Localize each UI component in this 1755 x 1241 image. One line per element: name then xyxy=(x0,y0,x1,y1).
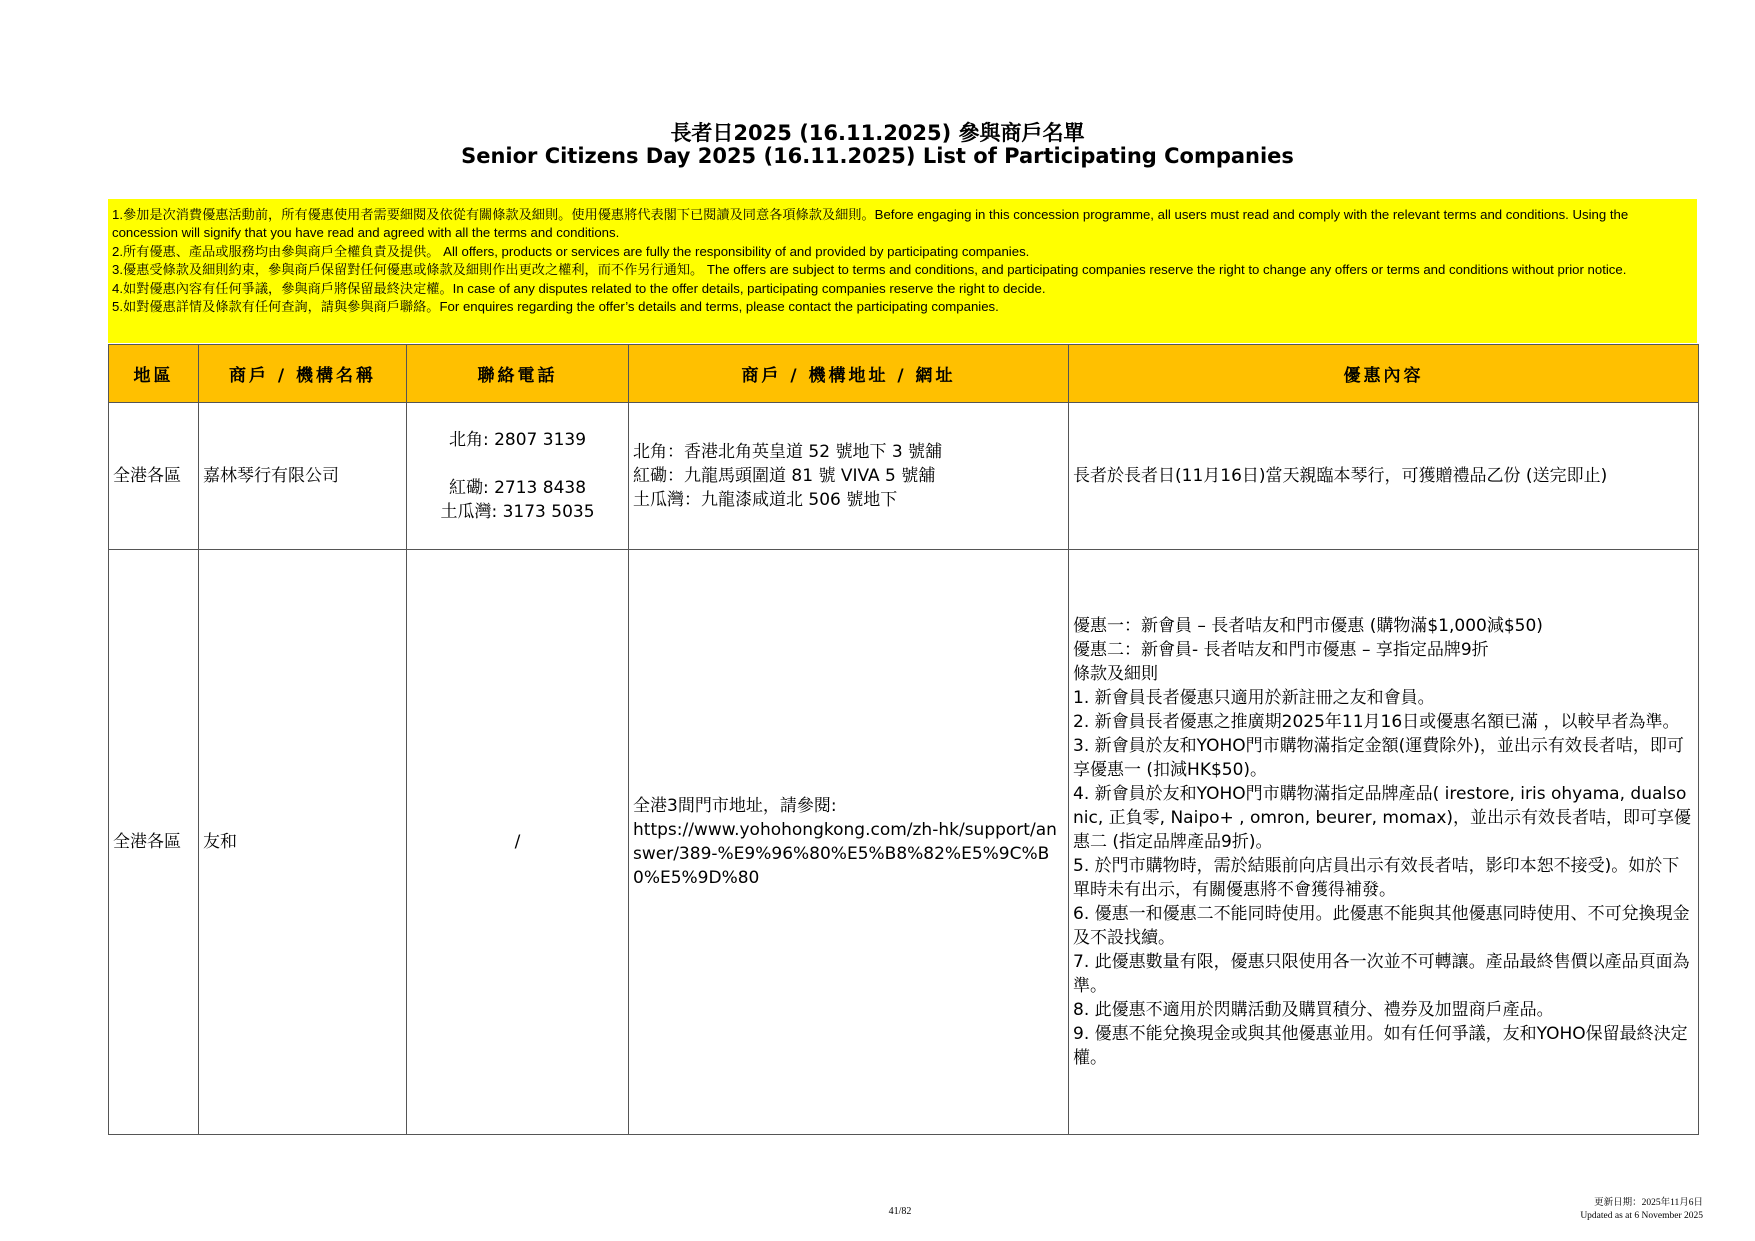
cell-offer xyxy=(1069,550,1699,1135)
address-line: 北角：香港北角英皇道 52 號地下 3 號舖 xyxy=(633,442,943,462)
offer-line: 優惠一：新會員 – 長者咭友和門市優惠 (購物滿$1,000減$50) xyxy=(1073,616,1543,636)
table-header-row xyxy=(109,345,1699,403)
offer-line: 條款及細則 xyxy=(1073,664,1158,684)
updated-date-zh: 更新日期：2025年11月6日 xyxy=(1594,1198,1703,1208)
table-row xyxy=(109,403,1699,550)
offer-line: 9. 優惠不能兌換現金或與其他優惠並用。如有任何爭議，友和YOHO保留最終決定權。 xyxy=(1073,1024,1688,1068)
phone-number: 紅磡: 2713 8438 xyxy=(448,478,587,498)
cell-company-name: 友和 xyxy=(199,550,407,1135)
offer-line: 8. 此優惠不適用於閃購活動及購買積分、禮券及加盟商戶產品。 xyxy=(1073,1000,1554,1020)
offer-line: 5. 於門市購物時，需於結賬前向店員出示有效長者咭，影印本恕不接受)。如於下單時未有出示，有關優惠將不會獲得補發。 xyxy=(1073,856,1680,900)
offer-line: 7. 此優惠數量有限，優惠只限使用各一次並不可轉讓。產品最終售價以產品頁面為準。 xyxy=(1073,952,1690,996)
page-number: 41/82 xyxy=(888,1206,912,1217)
updated-date-en: Updated as at 6 November 2025 xyxy=(1580,1211,1703,1221)
cell-phone: / xyxy=(407,550,629,1135)
notice-item: 3.優惠受條款及細則約束，參與商戶保留對任何優惠或條款及細則作出更改之權利，而不作另行通知。 The offers are subject to terms and conditions, and participating companies reserve the right to change any offers or terms and conditions without prior notice. xyxy=(112,262,1627,278)
header-phone: 聯絡電話 xyxy=(407,345,629,403)
cell-district: 全港各區 xyxy=(109,403,199,550)
table-row xyxy=(109,550,1699,1135)
notice-item: 5.如對優惠詳情及條款有任何查詢，請與參與商戶聯絡。For enquires regarding the offer’s details and terms, please contact the participating companies. xyxy=(112,299,999,315)
phone-spacer xyxy=(411,452,624,476)
address-line: 紅磡：九龍馬頭圍道 81 號 VIVA 5 號舖 xyxy=(633,466,936,486)
address-link[interactable]: https://www.yohohongkong.com/zh-hk/support/answer/389-%E9%96%80%E5%B8%82%E5%9C%B0%E5%9D%80 xyxy=(633,820,1057,888)
address-line: 全港3間門市地址，請參閱: xyxy=(633,796,837,816)
updated-date xyxy=(1580,1197,1703,1223)
page-title-english: Senior Citizens Day 2025 (16.11.2025) List of Participating Companies xyxy=(461,144,1294,168)
cell-offer xyxy=(1069,403,1699,550)
page-title-chinese: 長者日2025 (16.11.2025) 參與商戶名單 xyxy=(670,121,1085,145)
offer-line: 6. 優惠一和優惠二不能同時使用。此優惠不能與其他優惠同時使用、不可兌換現金及不設找續。 xyxy=(1073,904,1690,948)
cell-address xyxy=(629,550,1069,1135)
offer-line: 2. 新會員長者優惠之推廣期2025年11月16日或優惠名額已滿 ，以較早者為準。 xyxy=(1073,712,1680,732)
cell-address xyxy=(629,403,1069,550)
address-line: 土瓜灣：九龍漆咸道北 506 號地下 xyxy=(633,490,898,510)
header-company-name: 商戶 / 機構名稱 xyxy=(199,345,407,403)
cell-district: 全港各區 xyxy=(109,550,199,1135)
notice-item: 4.如對優惠內容有任何爭議，參與商戶將保留最終決定權。In case of any disputes related to the offer details, participating companies reserve the right to decide. xyxy=(112,280,1046,296)
phone-number: 土瓜灣: 3173 5035 xyxy=(440,502,595,522)
offer-line: 優惠二：新會員- 長者咭友和門市優惠 – 享指定品牌9折 xyxy=(1073,640,1489,660)
offer-line: 長者於長者日(11月16日)當天親臨本琴行，可獲贈禮品乙份 (送完即止) xyxy=(1073,466,1608,486)
header-offer: 優惠內容 xyxy=(1069,345,1699,403)
offer-line: 1. 新會員長者優惠只適用於新註冊之友和會員。 xyxy=(1073,688,1435,708)
header-district: 地區 xyxy=(109,345,199,403)
cell-phone xyxy=(407,403,629,550)
notice-item: 1.參加是次消費優惠活動前，所有優惠使用者需要細閱及依從有關條款及細則。使用優惠將代表閣下已閱讀及同意各項條款及細則。Before engaging in this concession programme, all users must read and comply with the relevant terms and conditions. Using the concession will signify that you have read and agreed with all the terms and conditions. xyxy=(112,207,1629,241)
cell-company-name: 嘉林琴行有限公司 xyxy=(199,403,407,550)
offer-line: 3. 新會員於友和YOHO門市購物滿指定金額(運費除外)，並出示有效長者咭，即可享優惠一 (扣減HK$50)。 xyxy=(1073,736,1684,780)
participating-companies-table xyxy=(108,344,1699,1135)
terms-notice-box xyxy=(108,199,1697,343)
header-address: 商戶 / 機構地址 / 網址 xyxy=(629,345,1069,403)
notice-item: 2.所有優惠、產品或服務均由參與商戶全權負責及提供。 All offers, products or services are fully the responsibility of and provided by participating companies. xyxy=(112,243,1030,259)
phone-number: 北角: 2807 3139 xyxy=(448,430,587,450)
offer-line: 4. 新會員於友和YOHO門市購物滿指定品牌產品( irestore, iris ohyama, dualsonic, 正負零, Naipo+ , omron, beurer, momax)，並出示有效長者咭，即可享優惠二 (指定品牌產品9折)。 xyxy=(1073,784,1692,852)
